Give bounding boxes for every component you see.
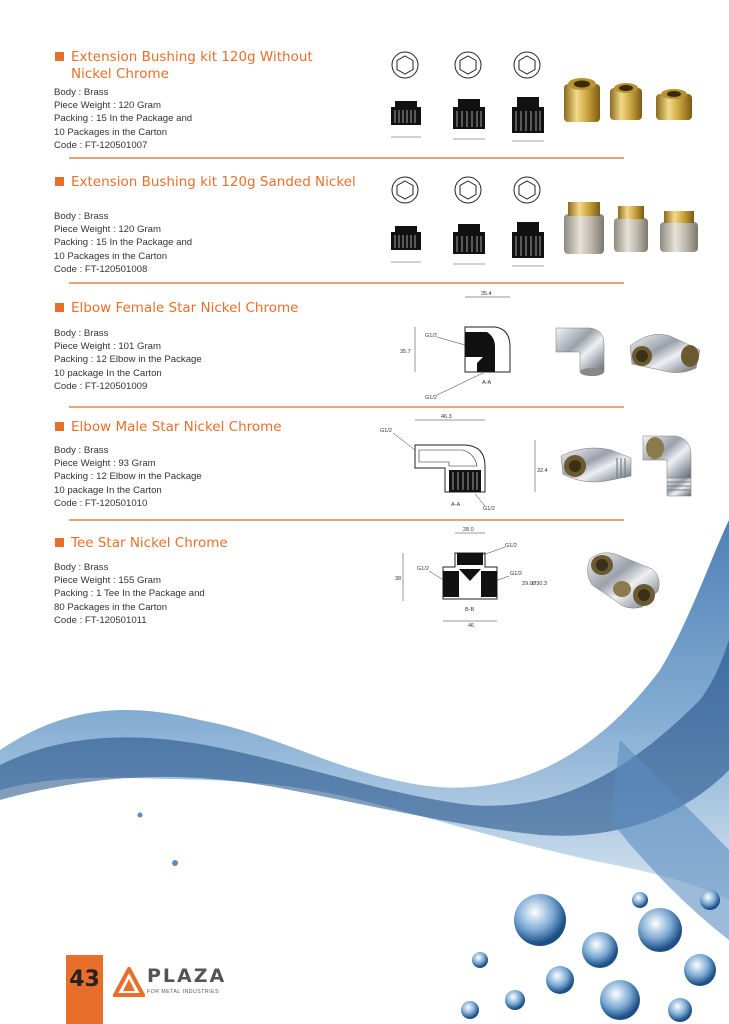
product-title: Extension Bushing kit 120g Sanded Nickel	[55, 174, 356, 191]
svg-text:38: 38	[395, 576, 402, 582]
tee-photo	[582, 545, 664, 613]
elbow-male-drawing	[375, 410, 550, 515]
product-specs: Body : Brass Piece Weight : 93 Gram Packing : 12 Elbow in the Package 10 package In the Carton Code : FT-120501010	[54, 445, 202, 509]
product-title: Extension Bushing kit 120g Without Nickel Chrome	[55, 49, 313, 83]
brand-logo	[113, 965, 227, 1002]
elbow-female-photo	[550, 320, 710, 380]
svg-text:G1/2: G1/2	[417, 566, 429, 572]
svg-text:A-A: A-A	[482, 380, 492, 386]
product-specs: Body : Brass Piece Weight : 101 Gram Packing : 12 Elbow in the Package 10 package In the Carton Code : FT-120501009	[54, 328, 202, 392]
product-specs: Body : Brass Piece Weight : 120 Gram Packing : 15 In the Package and 10 Packages in the Carton Code : FT-120501008	[54, 211, 193, 275]
product-specs: Body : Brass Piece Weight : 120 Gram Packing : 15 In the Package and 10 Packages in the Carton Code : FT-120501007	[54, 87, 193, 151]
svg-text:32.4: 32.4	[537, 468, 548, 474]
elbow-female-drawing	[395, 287, 525, 402]
svg-text:46.3: 46.3	[441, 414, 452, 420]
svg-text:B-B: B-B	[465, 607, 475, 613]
svg-text:35.7: 35.7	[400, 349, 411, 355]
product-title: Tee Star Nickel Chrome	[55, 535, 228, 552]
page-number-tab	[66, 955, 103, 1024]
brand-tagline: FOR METAL INDUSTRIES	[147, 989, 219, 995]
svg-text:G1/2: G1/2	[483, 506, 495, 512]
bushing-sanded-nickel-photo	[560, 196, 705, 258]
svg-text:G1/2: G1/2	[505, 543, 517, 549]
product-title: Elbow Male Star Nickel Chrome	[55, 419, 282, 436]
svg-text:G1/2: G1/2	[380, 428, 392, 434]
section-divider	[69, 519, 624, 521]
page-number: 43	[69, 967, 100, 992]
tee-drawing	[395, 523, 560, 628]
brand-name: PLAZA	[147, 965, 227, 987]
product-specs: Body : Brass Piece Weight : 155 Gram Packing : 1 Tee In the Package and 80 Packages in the Carton Code : FT-120501011	[54, 562, 205, 626]
svg-text:46: 46	[468, 623, 475, 628]
bushing-brass-photo	[560, 68, 700, 126]
section-divider	[69, 406, 624, 408]
svg-text:28.0: 28.0	[463, 527, 474, 533]
bullet-square-icon	[55, 538, 64, 547]
section-divider	[69, 282, 624, 284]
elbow-male-photo	[555, 430, 705, 502]
svg-text:A-A: A-A	[451, 502, 461, 508]
bullet-square-icon	[55, 303, 64, 312]
section-divider	[69, 157, 624, 159]
plaza-triangle-logo-icon	[113, 967, 145, 997]
svg-text:35.4: 35.4	[481, 291, 492, 297]
svg-text:29.0: 29.0	[522, 581, 533, 587]
bullet-square-icon	[55, 422, 64, 431]
product-title: Elbow Female Star Nickel Chrome	[55, 300, 298, 317]
svg-text:G1/2: G1/2	[425, 395, 437, 401]
svg-text:G1/2: G1/2	[425, 333, 437, 339]
bushing-technical-drawing	[385, 170, 555, 270]
svg-text:G1/2: G1/2	[510, 571, 522, 577]
bullet-square-icon	[55, 177, 64, 186]
bullet-square-icon	[55, 52, 64, 61]
svg-text:Ø30.3: Ø30.3	[532, 581, 547, 587]
bushing-technical-drawing	[385, 45, 555, 145]
